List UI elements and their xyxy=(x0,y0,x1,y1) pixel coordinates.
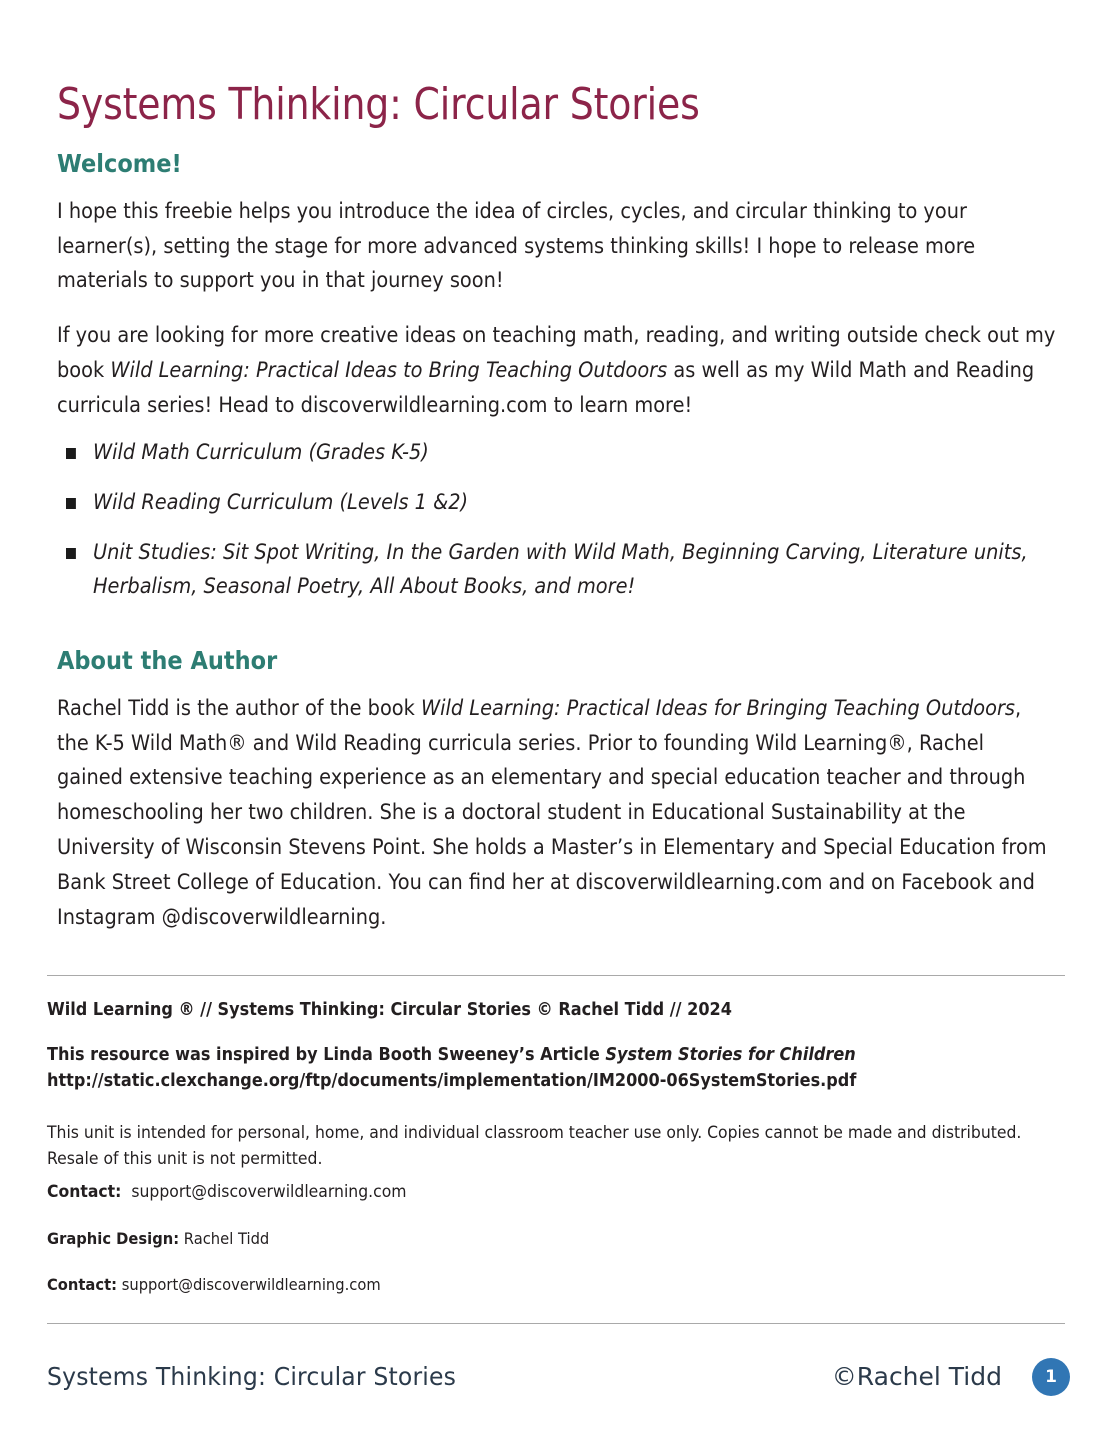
list-item-label: Wild Math Curriculum (Grades K-5) xyxy=(93,439,429,465)
about-author-paragraph xyxy=(57,692,1056,936)
legal-footer-block xyxy=(47,975,1065,1324)
graphic-design-value: Rachel Tidd xyxy=(183,1229,270,1249)
list-item xyxy=(57,436,1056,469)
page-number-badge: 1 xyxy=(1032,1358,1070,1396)
divider-bottom xyxy=(47,1323,1065,1324)
graphic-design-label: Graphic Design: xyxy=(47,1229,180,1249)
book-title-wild-learning-full: Wild Learning: Practical Ideas for Bringing Teaching Outdoors xyxy=(420,695,1015,721)
list-item xyxy=(57,536,1056,603)
inspired-by-line xyxy=(47,1043,1064,1094)
about-paragraph-tail: , the K-5 Wild Math® and Wild Reading curricula series. Prior to founding Wild Learning®, Rachel gained extensive teaching experience as an elementary and special education teacher and through homeschooling her two children. She is a doctoral student in Educational Sustainability at the University of Wisconsin Stevens Point. She holds a Master’s in Elementary and Special Education from Bank Street College of Education. You can find her at discoverwildlearning.com and on Facebook and Instagram @discoverwildlearning. xyxy=(57,695,1047,930)
contact-line-secondary xyxy=(47,1273,1064,1297)
square-bullet-icon xyxy=(66,498,76,509)
inspired-url: http://static.clexchange.org/ftp/documents/implementation/IM2000-06SystemStories.pdf xyxy=(47,1070,857,1091)
welcome-paragraph-2-tail: as well as my Wild Math and Reading curricula series! Head to discoverwildlearning.com to learn more! xyxy=(57,358,1035,418)
product-list xyxy=(57,436,1056,603)
welcome-paragraph-1: I hope this freebie helps you introduce the idea of circles, cycles, and circular thinking to your learner(s), setting the stage for more advanced systems thinking skills! I hope to release more materials to support you in that journey soon! xyxy=(57,198,976,294)
contact-label-secondary: Contact: xyxy=(47,1275,118,1295)
list-item-label: Wild Reading Curriculum (Levels 1 &2) xyxy=(93,490,469,516)
welcome-paragraph-2 xyxy=(57,319,1056,423)
main-content xyxy=(57,150,1057,956)
copyright-line: Wild Learning ® // Systems Thinking: Circular Stories © Rachel Tidd // 2024 xyxy=(47,1000,732,1020)
list-item xyxy=(57,486,1056,519)
article-title: System Stories for Children xyxy=(605,1045,856,1066)
graphic-design-line xyxy=(47,1227,1064,1251)
footer-document-title: Systems Thinking: Circular Stories xyxy=(47,1362,457,1391)
contact-label: Contact: xyxy=(47,1181,122,1202)
divider-top xyxy=(47,975,1065,976)
square-bullet-icon xyxy=(66,448,76,459)
contact-email-secondary: support@discoverwildlearning.com xyxy=(121,1275,381,1295)
page-footer xyxy=(47,1358,1070,1400)
section-heading-welcome: Welcome! xyxy=(57,149,182,178)
welcome-paragraph-2-lead: If you are looking for more creative ideas on teaching math, reading, and writing outside check out my book xyxy=(57,323,1056,384)
section-heading-about-the-author: About the Author xyxy=(57,645,278,675)
square-bullet-icon xyxy=(66,548,76,559)
about-paragraph-lead: Rachel Tidd is the author of the book xyxy=(57,695,421,721)
contact-email: support@discoverwildlearning.com xyxy=(131,1181,407,1202)
usage-terms: This unit is intended for personal, home, and individual classroom teacher use only. Copies cannot be made and distributed. Resale of this unit is not permitted. xyxy=(47,1123,1022,1170)
page-title: Systems Thinking: Circular Stories xyxy=(57,79,700,131)
list-item-label: Unit Studies: Sit Spot Writing, In the Garden with Wild Math, Beginning Carving, Literature units, Herbalism, Seasonal Poetry, All About Books, and more! xyxy=(93,540,1028,599)
contact-line xyxy=(47,1180,1064,1206)
footer-copyright: ©Rachel Tidd xyxy=(831,1362,1002,1391)
inspired-lead: This resource was inspired by Linda Booth Sweeney’s Article xyxy=(47,1045,606,1066)
book-title-wild-learning: Wild Learning: Practical Ideas to Bring Teaching Outdoors xyxy=(110,358,668,384)
